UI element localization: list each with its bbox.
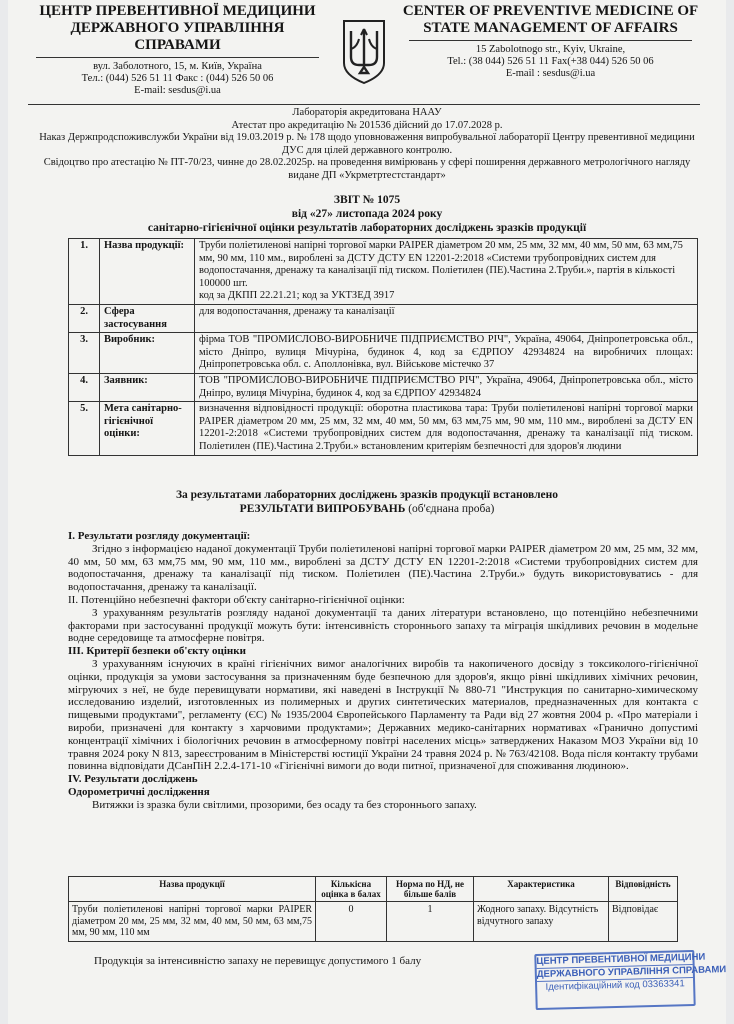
row-value: ТОВ "ПРОМИСЛОВО-ВИРОБНИЧЕ ПІДПРИЄМСТВО РІЧ", Україна, 49064, Дніпропетровська обл., місто Дніпро, вулиця Мічуріна, будинок 4, код за ЄДРПОУ 42934824 — [195, 373, 698, 401]
results-title: РЕЗУЛЬТАТИ ВИПРОБУВАНЬ — [239, 503, 406, 515]
report-subtitle: санітарно-гігієнічної оцінки результатів лабораторних досліджень зразків продукції — [147, 222, 587, 234]
column-header: Норма по НД, не більше балів — [387, 877, 474, 902]
results-heading — [38, 488, 696, 516]
report-number: ЗВІТ № 1075 — [333, 194, 401, 206]
table-row — [69, 902, 678, 942]
cell-score: 0 — [316, 902, 387, 942]
email-en: E-mail : sesdus@i.ua — [505, 68, 596, 79]
row-value: для водопостачання, дренажу та каналізації — [195, 304, 698, 332]
divider — [36, 57, 319, 58]
column-header: Відповідність — [609, 877, 678, 902]
row-number: 4. — [69, 373, 100, 401]
table-header-row — [69, 877, 678, 902]
section-text: З урахуванням результатів розгляду наданої документації та даних літератури встановлено, що потенційно небезпечними факторами при застосуванні продукції можуть бути: інтенсивність стороннього запаху та міграція шкідливих речовин в модельне водне середовище та атмосферне повітря. — [68, 606, 698, 645]
accreditation-line: Атестат про акредитацію № 201536 дійсний до 17.07.2028 р. — [231, 119, 503, 131]
letterhead-left — [28, 0, 327, 104]
stamp-line: ЦЕНТР ПРЕВЕНТИВНОЇ МЕДИЦИНИ — [536, 951, 706, 968]
row-value — [195, 239, 698, 305]
stamp-line: Ідентифікаційний код 03363341 — [545, 978, 685, 993]
table-row — [69, 239, 698, 305]
accreditation-line: Свідоцтво про атестацію № ПТ-70/23, чинне до 28.02.2025р. на проведення вимірювань у сфері поширення державного метрологічного нагляду видане ДП «Укрметртестстандарт» — [43, 157, 691, 181]
section-subtitle: Одорометричні дослідження — [68, 785, 210, 798]
email-ua: E-mail: sesdus@i.ua — [134, 85, 221, 96]
row-value-extra: код за ДКПП 22.21.21; код за УКТЗЕД 3917 — [199, 290, 395, 302]
row-label: Мета санітарно-гігієнічної оцінки: — [100, 402, 195, 455]
cell-product: Труби поліетиленові напірні торгової марки PAIPER діаметром 20 мм, 25 мм, 32 мм, 40 мм, 50 мм, 63 мм,75 мм, 90 мм, 110 мм — [69, 902, 316, 942]
product-info-table — [68, 238, 698, 456]
odor-table — [68, 876, 678, 942]
section-text: Витяжки із зразка були світлими, прозорими, без осаду та без стороннього запаху. — [92, 798, 477, 811]
cell-compliance: Відповідає — [609, 902, 678, 942]
results-heading-line: За результатами лабораторних досліджень зразків продукції встановлено — [175, 489, 559, 501]
row-number: 3. — [69, 333, 100, 374]
row-label: Назва продукції: — [100, 239, 195, 305]
report-body — [68, 530, 698, 812]
row-label: Сфера застосування — [100, 304, 195, 332]
row-number: 2. — [69, 304, 100, 332]
section-title: IV. Результати досліджень — [68, 773, 198, 786]
table-row — [69, 402, 698, 455]
cell-norm: 1 — [387, 902, 474, 942]
odor-conclusion: Продукція за інтенсивністю запаху не перевищує допустимого 1 балу — [94, 955, 422, 967]
cell-characteristic: Жодного запаху. Відсутність відчутного запаху — [474, 902, 609, 942]
report-title — [38, 193, 696, 235]
report-date: від «27» листопада 2024 року — [291, 208, 443, 220]
organization-stamp — [534, 950, 727, 1010]
table-row — [69, 333, 698, 374]
accreditation-line: Наказ Держпродспоживслужби України від 19.03.2019 р. № 178 щодо уповноваження випробувальної лабораторії Центру превентивної медицини ДУС для цілей державного контролю. — [39, 132, 695, 156]
row-number: 1. — [69, 239, 100, 305]
document-page — [8, 0, 726, 1024]
row-label: Заявник: — [100, 373, 195, 401]
divider — [409, 40, 692, 41]
results-title-suffix: (об'єднана проба) — [405, 503, 495, 515]
table-row — [69, 373, 698, 401]
address-ua: вул. Заболотного, 15, м. Київ, Україна — [93, 61, 262, 72]
section-title: ІІ. Потенційно небезпечні фактори об'єкту санітарно-гігієнічної оцінки: — [68, 593, 405, 606]
row-value-text: Труби поліетиленові напірні торгової марки PAIPER діаметром 20 мм, 25 мм, 32 мм, 40 мм, 50 мм, 63 мм,75 мм, 90 мм, 110 мм., вироблені за ДСТУ ДСТУ EN 12201-2:2018 «Системи трубопровідних систем для водопостачання, дренажу та каналізації під тиском. Поліетилен (ПЕ).Частина 2.Труби.», партія в кількості 100000 шт. — [199, 240, 683, 289]
section-text: З урахуванням існуючих в країні гігієнічних вимог аналогічних виробів та накопиченого досвіду з токсиколого-гігієнічної оцінки, продукція за умови застосування за призначенням буде безпечною для здоров'я, якщо рівні шкідливих хімічних речовин, мігруючих з неї, не буде перевищувати нормативи, які наведені в Інструкції № 880-71 "Инструкция по санитарно-химическому исследованию изделий, изготовленных из полимерных и других синтетических материалов, предназначенных для контакта с пищевыми продуктами", регламенту (ЄС) № 1935/2004 Європейського Парламенту та Ради від 27 жовтня 2004 р. «Про матеріали і вироби, призначені для контакту з харчовими продуктами»; Державних медико-санітарних нормативах «Гранично допустимі концентрації хімічних і біологічних речовин в атмосферному повітрі населених місць» затверджених Наказом МОЗ України від 10 травня 2024 року N 813, зареєстрованим в Міністерстві юстиції України 24 травня 2024 р. № 763/42108. Вода після контакту трубами повинна відповідати ДСанПіН 2.2.4-171-10 «Гігієнічні вимоги до води питної, призначеної для споживання людиною». — [68, 657, 698, 773]
section-title: І. Результати розгляду документації: — [68, 530, 251, 542]
section-title: ІІІ. Критерії безпеки об'єкту оцінки — [68, 645, 246, 658]
org-name-ua: ЦЕНТР ПРЕВЕНТИВНОЇ МЕДИЦИНИ ДЕРЖАВНОГО УПРАВЛІННЯ СПРАВАМИ — [39, 3, 316, 53]
accreditation-line: Лабораторія акредитована НААУ — [292, 107, 442, 118]
address-en: 15 Zabolotnogo str., Kyiv, Ukraine, — [475, 44, 626, 55]
table-row — [69, 304, 698, 332]
phone-ua: Тел.: (044) 526 51 11 Факс : (044) 526 50 06 — [81, 73, 274, 84]
row-label: Виробник: — [100, 333, 195, 374]
letterhead — [28, 0, 700, 105]
results-heading-line — [38, 502, 696, 516]
stamp-line: ДЕРЖАВНОГО УПРАВЛІННЯ СПРАВАМИ — [536, 964, 727, 981]
row-number: 5. — [69, 402, 100, 455]
emblem — [327, 0, 401, 104]
row-value: визначення відповідності продукції: оборотна пластикова тара: Труби поліетиленові напірні торгової марки PAIPER діаметром 20 мм, 25 мм, 32 мм, 40 мм, 50 мм, 63 мм,75 мм, 90 мм, 110 мм., вироблені за ДСТУ EN 12201-2:2018 «Системи трубопровідних систем для водопостачання, дренажу та каналізації під тиском. Поліетилен (ПЕ).Частина 2.Труби.» встановленим критеріям безпечності для здоров'я людини — [195, 402, 698, 455]
trident-icon — [341, 19, 387, 85]
letterhead-right — [401, 0, 700, 104]
org-name-en: CENTER OF PREVENTIVE MEDICINE OF STATE MANAGEMENT OF AFFAIRS — [402, 3, 699, 36]
column-header: Характеристика — [474, 877, 609, 902]
accreditation-block — [38, 107, 696, 182]
phone-en: Tel.: (38 044) 526 51 11 Fax(+38 044) 526 50 06 — [447, 56, 654, 67]
row-value: фірма ТОВ "ПРОМИСЛОВО-ВИРОБНИЧЕ ПІДПРИЄМСТВО РІЧ", Україна, 49064, Дніпропетровська обл., місто Дніпро, вулиця Мічуріна, будинок 4, код за ЄДРПОУ 42934824 на виробничих площах: Дніпропетровська обл. с. Аполлонівка, вул. Військове містечко 37 — [195, 333, 698, 374]
column-header: Кількісна оцінка в балах — [316, 877, 387, 902]
column-header: Назва продукції — [69, 877, 316, 902]
section-text: Згідно з інформацією наданої документації Труби поліетиленові напірні торгової марки PAIPER діаметром 20 мм, 25 мм, 32 мм, 40 мм, 50 мм, 63 мм,75 мм, 90 мм, 110 мм., вироблені за ДСТУ ДСТУ EN 12201-2:2018 «Системи трубопровідних систем для водопостачання, дренажу та каналізації під тиском. Поліетилен (ПЕ).Частина 2.Труби.» будуть використовуватись - для водопостачання, дренажу та каналізації. — [68, 542, 698, 594]
